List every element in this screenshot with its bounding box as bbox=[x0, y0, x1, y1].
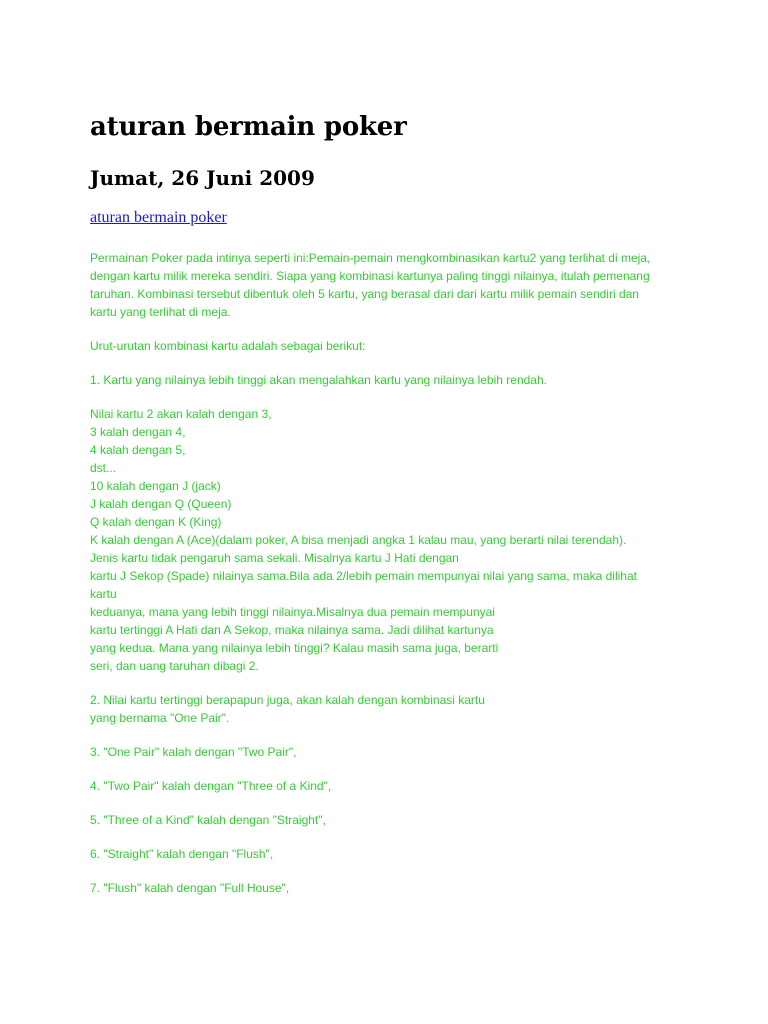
post-title-link[interactable]: aturan bermain poker bbox=[90, 209, 227, 226]
paragraph-line: 2. Nilai kartu tertinggi berapapun juga, akan kalah dengan kombinasi kartu bbox=[90, 693, 485, 707]
paragraph-line: dengan kartu milik mereka sendiri. Siapa yang kombinasi kartunya paling tinggi nilainya, itulah pemenang bbox=[90, 269, 650, 283]
paragraph-line: 3 kalah dengan 4, bbox=[90, 425, 186, 439]
post-date: Jumat, 26 Juni 2009 bbox=[90, 166, 315, 190]
paragraph-line: 3. "One Pair" kalah dengan "Two Pair", bbox=[90, 745, 297, 759]
post-paragraph bbox=[90, 743, 680, 761]
paragraph-line: 4 kalah dengan 5, bbox=[90, 443, 186, 457]
paragraph-line: 4. "Two Pair" kalah dengan "Three of a Kind", bbox=[90, 779, 332, 793]
paragraph-line: keduanya, mana yang lebih tinggi nilainya.Misalnya dua pemain mempunyai bbox=[90, 605, 495, 619]
paragraph-line: Permainan Poker pada intinya seperti ini:Pemain-pemain mengkombinasikan kartu2 yang terlihat di meja, bbox=[90, 251, 651, 265]
paragraph-line: 5. "Three of a Kind" kalah dengan "Straight", bbox=[90, 813, 326, 827]
post-paragraph bbox=[90, 371, 680, 389]
paragraph-line: Q kalah dengan K (King) bbox=[90, 515, 222, 529]
post-paragraph bbox=[90, 777, 680, 795]
paragraph-line: 10 kalah dengan J (jack) bbox=[90, 479, 221, 493]
paragraph-line: kartu tertinggi A Hati dan A Sekop, maka nilainya sama. Jadi dilihat kartunya bbox=[90, 623, 494, 637]
paragraph-line: 7. "Flush" kalah dengan "Full House", bbox=[90, 881, 290, 895]
paragraph-line: seri, dan uang taruhan dibagi 2. bbox=[90, 659, 259, 673]
post-paragraph bbox=[90, 405, 680, 675]
blog-title: aturan bermain poker bbox=[90, 112, 407, 142]
paragraph-line: yang kedua. Mana yang nilainya lebih tinggi? Kalau masih sama juga, berarti bbox=[90, 641, 499, 655]
paragraph-line: dst... bbox=[90, 461, 117, 475]
paragraph-line: kartu bbox=[90, 587, 117, 601]
paragraph-line: 1. Kartu yang nilainya lebih tinggi akan mengalahkan kartu yang nilainya lebih rendah. bbox=[90, 373, 547, 387]
post-paragraph bbox=[90, 811, 680, 829]
paragraph-line: Nilai kartu 2 akan kalah dengan 3, bbox=[90, 407, 272, 421]
paragraph-line: yang bernama "One Pair". bbox=[90, 711, 230, 725]
paragraph-line: J kalah dengan Q (Queen) bbox=[90, 497, 232, 511]
post-paragraph bbox=[90, 845, 680, 863]
paragraph-line: taruhan. Kombinasi tersebut dibentuk oleh 5 kartu, yang berasal dari dari kartu milik pemain sendiri dan bbox=[90, 287, 639, 301]
post-body bbox=[90, 249, 680, 913]
paragraph-line: K kalah dengan A (Ace)(dalam poker, A bisa menjadi angka 1 kalau mau, yang berarti nilai terendah). bbox=[90, 533, 627, 547]
paragraph-line: Jenis kartu tidak pengaruh sama sekali. Misalnya kartu J Hati dengan bbox=[90, 551, 459, 565]
paragraph-line: kartu yang terlihat di meja. bbox=[90, 305, 231, 319]
paragraph-line: Urut-urutan kombinasi kartu adalah sebagai berikut: bbox=[90, 339, 366, 353]
paragraph-line: 6. "Straight" kalah dengan "Flush", bbox=[90, 847, 274, 861]
post-paragraph bbox=[90, 337, 680, 355]
post-paragraph bbox=[90, 249, 680, 321]
post-paragraph bbox=[90, 691, 680, 727]
post-paragraph bbox=[90, 879, 680, 897]
paragraph-line: kartu J Sekop (Spade) nilainya sama.Bila ada 2/lebih pemain mempunyai nilai yang sama, maka dilihat bbox=[90, 569, 637, 583]
